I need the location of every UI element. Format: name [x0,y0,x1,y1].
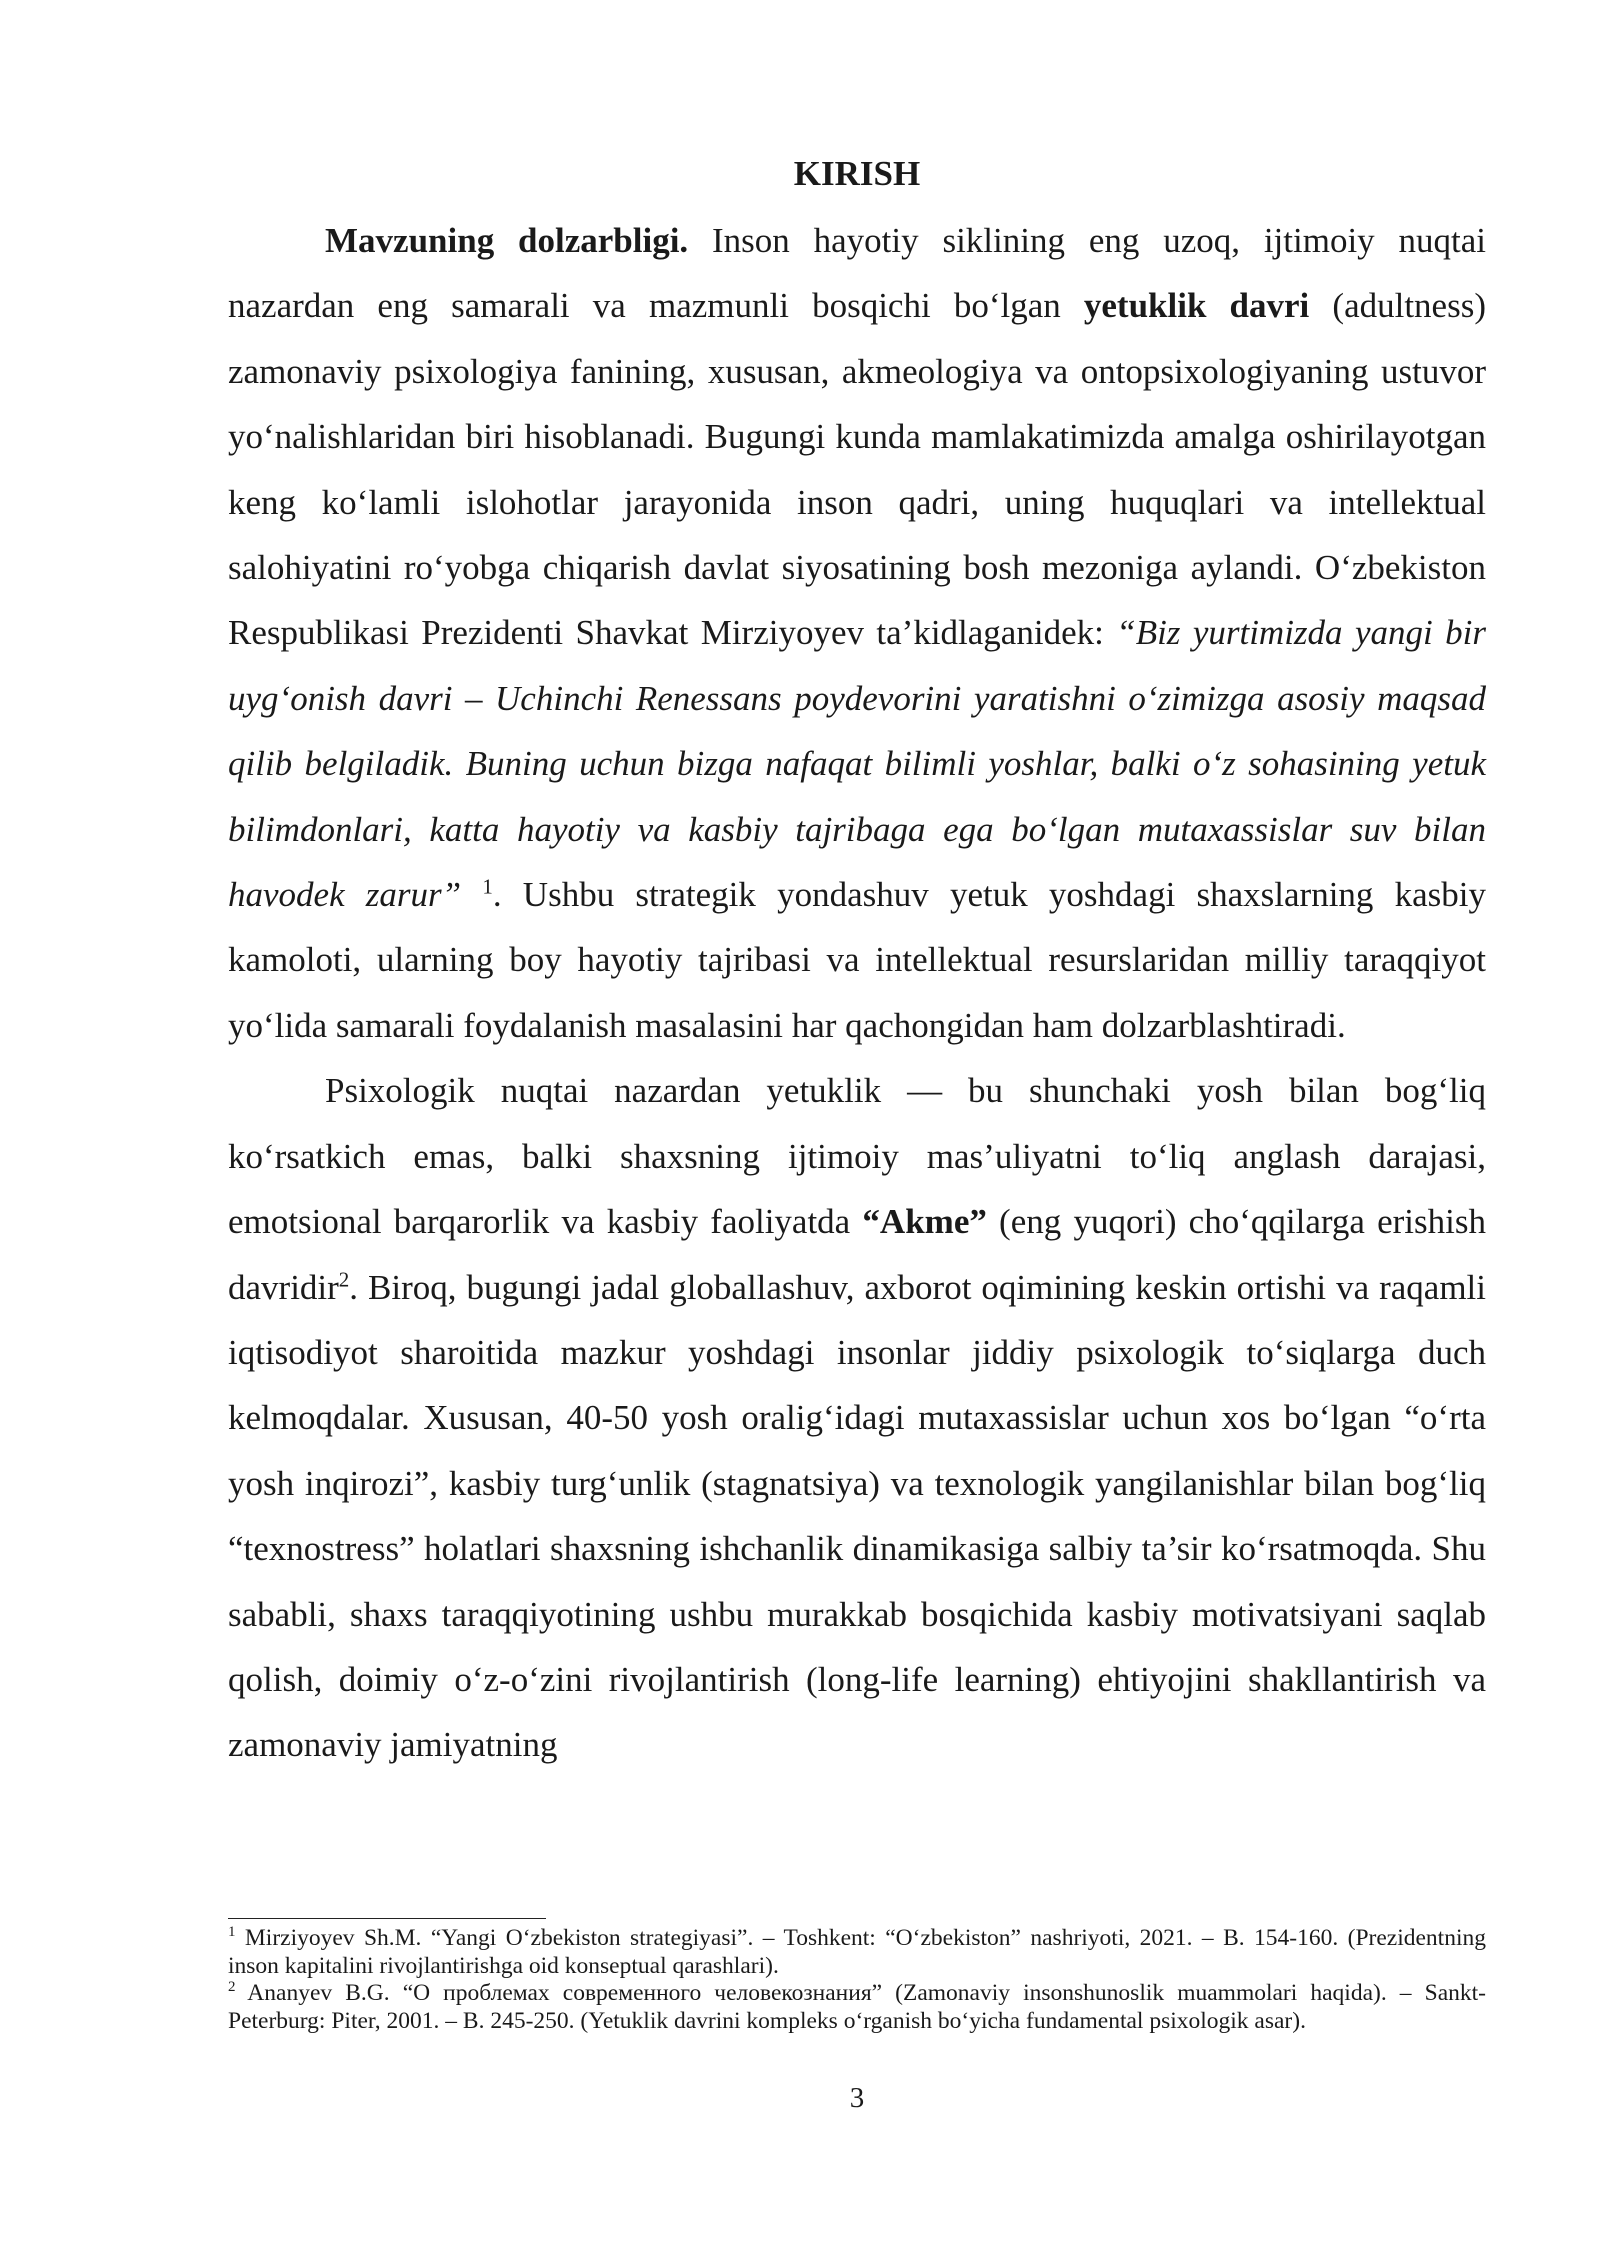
footnote-text: Mirziyoyev Sh.M. “Yangi O‘zbekiston strategiyasi”. – Toshkent: “O‘zbekiston” nashriyoti, 2021. – B. 154-160. (Prezidentning inson kapitalini rivojlantirishga oid konseptual qarashlari). [228,1925,1486,1979]
document-page [228,0,1486,2262]
footnote-ref-2[interactable]: 2 [338,1266,350,1291]
paragraph-psychology [228,1058,1486,1777]
footnote-number: 1 [228,1924,236,1941]
footnote-2 [228,1980,1486,2035]
key-term: yetuklik davri [1083,286,1310,326]
footnote-separator [228,1918,546,1919]
paragraph-text: (adultness) zamonaviy psixologiya fanining, xususan, akmeologiya va ontopsixologiyaning ustuvor yo‘nalishlaridan biri hisoblanadi. Bugungi kunda mamlakatimizda amalga oshirilayotgan keng ko‘lamli islohotlar jarayonida inson qadri, uning huquqlari va intellektual salohiyatini ro‘yobga chiqarish davlat siyosatining bosh mezoniga aylandi. O‘zbekiston Respublikasi Prezidenti Shavkat Mirziyoyev ta’kidlaganidek: [228,286,1486,653]
paragraph-text: . Ushbu strategik yondashuv yetuk yoshdagi shaxslarning kasbiy kamoloti, ularning boy hayotiy tajribasi va intellektual resurslaridan milliy taraqqiyot yo‘lida samarali foydalanish masalasini har qachongidan ham dolzarblashtiradi. [228,875,1486,1045]
paragraph-text: . Biroq, bugungi jadal globallashuv, axborot oqimining keskin ortishi va raqamli iqtisodiyot sharoitida mazkur yoshdagi insonlar jiddiy psixologik to‘siqlarga duch kelmoqdalar. Xususan, 40-50 yosh oralig‘idagi mutaxassislar uchun xos bo‘lgan “o‘rta yosh inqirozi”, kasbiy turg‘unlik (stagnatsiya) va texnologik yangilanishlar bilan bog‘liq “texnostress” holatlari shaxsning ishchanlik dinamikasiga salbiy ta’sir ko‘rsatmoqda. Shu sababli, shaxs taraqqiyotining ushbu murakkab bosqichida kasbiy motivatsiyani saqlab qolish, doimiy o‘z-o‘zini rivojlantirish (long-life learning) ehtiyojini shakllantirish va zamonaviy jamiyatning [228,1267,1486,1765]
key-term: “Akme” [862,1202,987,1242]
paragraph-text: Inson hayotiy siklining eng uzoq, ijtimoiy nuqtai nazardan eng samarali va mazmunli bosqichi bo‘lgan [228,221,1486,326]
president-quote: “Biz yurtimizda yangi bir uyg‘onish davri – Uchinchi Renessans poydevorini yaratishni o‘zimizga asosiy maqsad qilib belgiladik. Buning uchun bizga nafaqat bilimli yoshlar, balki o‘z sohasining yetuk bilimdonlari, katta hayotiy va kasbiy tajribaga ega bo‘lgan mutaxassislar suv bilan havodek zarur” [228,613,1486,915]
footnote-1 [228,1925,1486,1980]
footnotes [228,1925,1486,2035]
paragraph-lead: Mavzuning dolzarbligi. [325,221,689,260]
paragraph-text: (eng yuqori) cho‘qqilarga erishish davridir [228,1202,1486,1307]
body-text [228,208,1486,1778]
footnote-ref-1[interactable]: 1 [482,874,493,899]
paragraph-text: Psixologik nuqtai nazardan yetuklik — bu shunchaki yosh bilan bog‘liq ko‘rsatkich emas, balki shaxsning ijtimoiy mas’uliyatni to‘liq anglash darajasi, emotsional barqarorlik va kasbiy faoliyatda [228,1071,1486,1242]
paragraph-relevance [228,208,1486,1058]
page-number: 3 [849,2082,865,2114]
footnote-text: Ananyev B.G. “О проблемах современного человекознания” (Zamonaviy insonshunoslik muammolari haqida). – Sankt-Peterburg: Piter, 2001. – B. 245-250. (Yetuklik davrini kompleks o‘rganish bo‘yicha fundamental psixologik asar). [228,1980,1486,2034]
section-heading: KIRISH [793,154,921,193]
footnote-number: 2 [228,1979,236,1996]
